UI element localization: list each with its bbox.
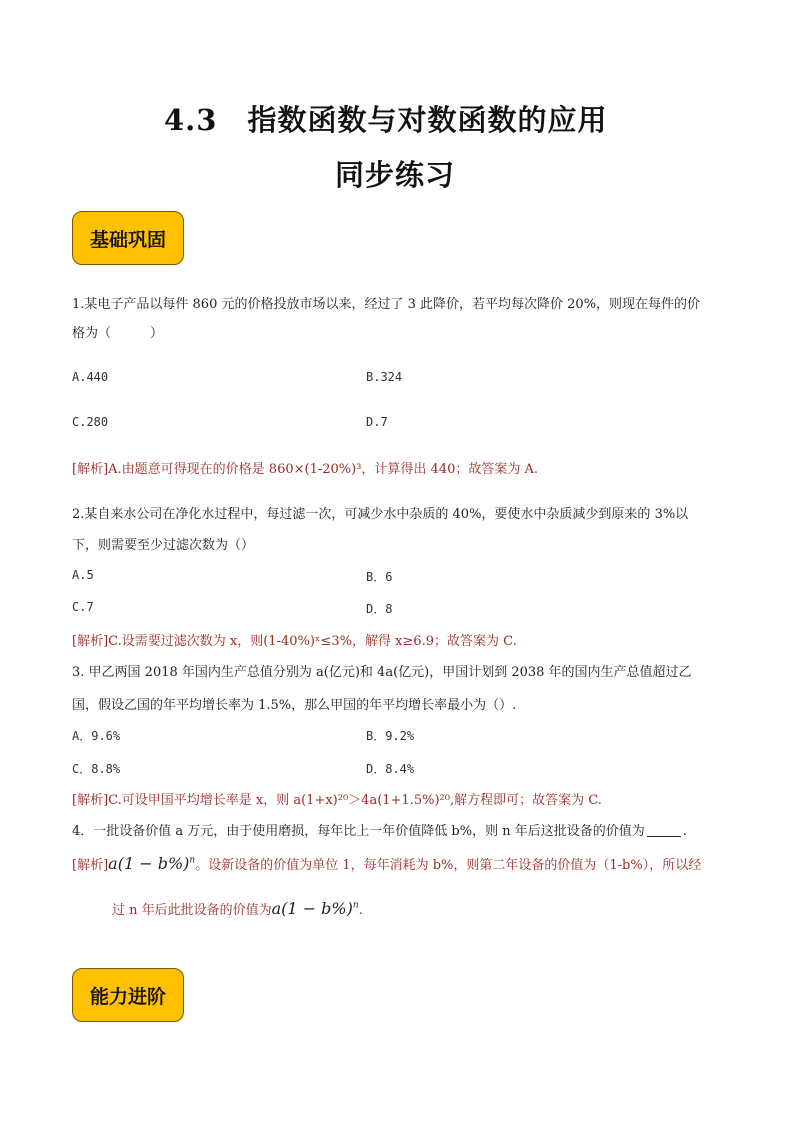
q1-analysis: [解析]A.由题意可得现在的价格是 860×(1-20%)³，计算得出 440；故答案为 A. <box>72 462 539 477</box>
section-badge-advanced: 能力进阶 <box>72 968 184 1022</box>
q1-option-d: D.7 <box>366 415 388 429</box>
q1-option-a: A.440 <box>72 370 109 384</box>
q1-stem-line1: 1.某电子产品以每件 860 元的价格投放市场以来，经过了 3 此降价，若平均每次降价 20%，则现在每件的价 <box>72 297 701 312</box>
q2-option-c: C.7 <box>72 600 94 614</box>
q3-option-b: B．9.2% <box>366 729 415 743</box>
section-badge-basic: 基础巩固 <box>72 211 184 265</box>
q2-option-d: D．8 <box>366 602 393 616</box>
q4-stem-end: . <box>682 824 687 839</box>
q1-option-b: B.324 <box>366 370 403 384</box>
q4-analysis-text2: 过 n 年后此批设备的价值为 <box>112 903 272 918</box>
q2-option-a: A.5 <box>72 568 94 582</box>
q1-stem-line2: 格为（ ） <box>72 326 164 341</box>
q4-stem-text: 4．一批设备价值 a 万元，由于使用磨损，每年比上一年价值降低 b%，则 n 年后这批设备的价值为 <box>72 824 645 839</box>
q3-option-d: D．8.4% <box>366 762 415 776</box>
q4-analysis-line2 <box>112 899 363 918</box>
q3-stem-line2: 国，假设乙国的年平均增长率为 1.5%，那么甲国的年平均增长率最小为（）. <box>72 698 517 713</box>
q3-option-a: A．9.6% <box>72 729 121 743</box>
q3-analysis: [解析]C.可设甲国平均增长率是 x，则 a(1+x)²⁰＞4a(1+1.5%)²⁰,解方程即可；故答案为 C. <box>72 793 602 808</box>
q2-option-b: B．6 <box>366 570 393 584</box>
q4-formula-repeat <box>272 899 359 918</box>
q4-formula-repeat-exponent: n <box>352 900 359 911</box>
q4-analysis-tag: [解析] <box>72 858 109 873</box>
q4-analysis-line1 <box>72 854 701 873</box>
q4-formula-base: a(1 − b%) <box>108 854 190 873</box>
page-subtitle: 同步练习 <box>335 158 456 192</box>
q2-stem-line2: 下，则需要至少过滤次数为（） <box>72 538 255 553</box>
q4-analysis-end: . <box>358 903 363 918</box>
q4-formula-repeat-base: a(1 − b%) <box>271 899 353 918</box>
q2-stem-line1: 2.某自来水公司在净化水过程中，每过滤一次，可减少水中杂质的 40%，要使水中杂质减少到原来的 3%以 <box>72 507 689 522</box>
q2-analysis: [解析]C.设需要过滤次数为 x，则(1-40%)ˣ≤3%，解得 x≥6.9；故答案为 C. <box>72 634 517 649</box>
q1-option-c: C.280 <box>72 415 109 429</box>
page-title: 4.3 指数函数与对数函数的应用 <box>164 103 608 137</box>
q3-stem-line1: 3. 甲乙两国 2018 年国内生产总值分别为 a(亿元)和 4a(亿元)，甲国计划到 2038 年的国内生产总值超过乙 <box>72 665 692 680</box>
q3-option-c: C．8.8% <box>72 762 121 776</box>
q4-formula-exponent: n <box>189 855 196 866</box>
q4-analysis-text1: 。设新设备的价值为单位 1，每年消耗为 b%，则第二年设备的价值为（1-b%），所以经 <box>195 858 702 873</box>
q4-stem <box>72 820 687 839</box>
answer-blank <box>647 836 681 837</box>
q4-formula <box>108 854 195 873</box>
